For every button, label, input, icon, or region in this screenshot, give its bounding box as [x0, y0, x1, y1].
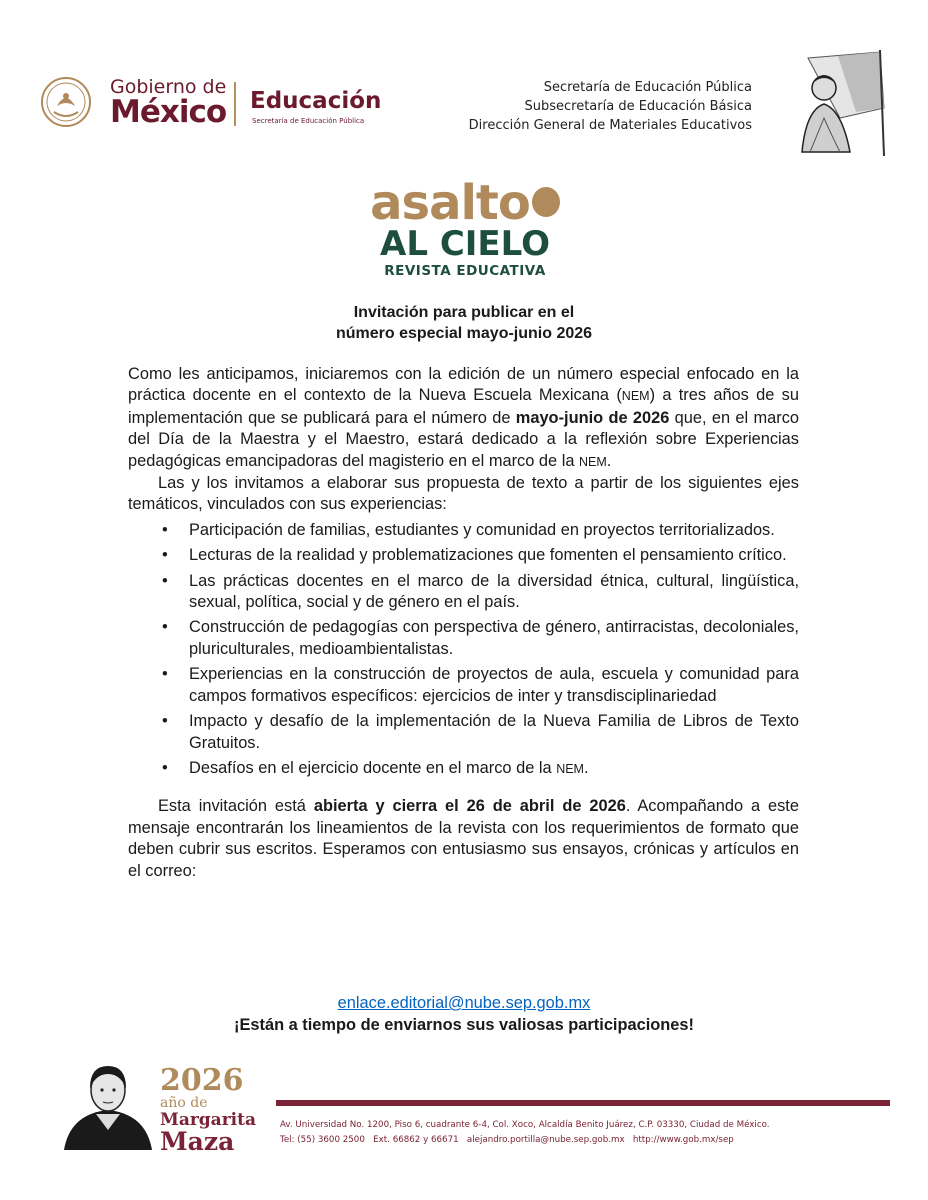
page-title — [130, 302, 798, 344]
year-name-first: Margarita — [160, 1110, 256, 1130]
closing-paragraph: Esta invitación está abierta y cierra el 26 de abril de 2026. Acompañando a este mensaje encontrarán los lineamientos de la revista con los requerimientos de formato que deben cubrir sus escritos. Esperamos con entusiasmo sus ensayos, crónicas y artículos en el correo: — [128, 797, 799, 880]
list-item: • Lecturas de la realidad y problematizaciones que fomenten el pensamiento crítico. — [162, 546, 787, 565]
footer-divider — [276, 1100, 890, 1106]
margarita-maza-portrait — [60, 1058, 156, 1150]
letter-body — [128, 364, 799, 882]
title-line2: número especial mayo-junio 2026 — [335, 325, 593, 342]
invitation-paragraph: Las y los invitamos a elaborar sus propuesta de texto a partir de los siguientes ejes temáticos, vinculados con sus experiencias: — [128, 474, 799, 514]
address-line: Av. Universidad No. 1200, Piso 6, cuadrante 6-4, Col. Xoco, Alcaldía Benito Juárez, C.P. 03330, Ciudad de México. — [280, 1120, 770, 1130]
year-of-label: año de — [160, 1095, 208, 1111]
education-subtitle: Secretaría de Educación Pública — [252, 117, 365, 125]
email-link[interactable]: enlace.editorial@nube.sep.gob.mx — [337, 994, 591, 1012]
asalto-al-cielo-masthead — [360, 175, 570, 280]
department-block — [469, 78, 752, 135]
gov-line2: México — [110, 94, 227, 130]
list-item: • Desafíos en el ejercicio docente en el marco de la NEM. — [162, 758, 589, 777]
dept-line: Dirección General de Materiales Educativos — [468, 118, 752, 133]
year-dedication — [160, 1063, 256, 1156]
intro-paragraph: Como les anticipamos, iniciaremos con la edición de un número especial enfocado en la práctica docente en el contexto de la Nueva Escuela Mexicana (NEM) a tres años de su implementación que se publicará para el número de mayo-junio de 2026 que, en el marco del Día de la Maestra y el Maestro, estará dedicado a la reflexión sobre Experiencias pedagógicas emancipadoras del magisterio en el marco de la NEM. — [128, 365, 800, 470]
masthead-line2: AL CIELO — [380, 224, 550, 264]
contact-line: Tel: (55) 3600 2500 Ext. 66862 y 66671 alejandro.portilla@nube.sep.gob.mx http://www.gob.mx/sep — [280, 1135, 734, 1145]
thematic-axes-list — [128, 520, 799, 780]
fist-icon — [532, 187, 560, 217]
list-item: • Impacto y desafío de la implementación de la Nueva Familia de Libros de Texto Gratuitos. — [162, 712, 799, 752]
title-line1: Invitación para publicar en el — [353, 304, 575, 321]
dept-line: Subsecretaría de Educación Básica — [524, 99, 752, 114]
list-item: • Participación de familias, estudiantes y comunidad en proyectos territorializados. — [162, 520, 775, 539]
closing-exclamation: ¡Están a tiempo de enviarnos sus valiosas participaciones! — [233, 1016, 694, 1034]
gov-line1: Gobierno de — [110, 76, 227, 98]
masthead-line1: asalto — [360, 180, 570, 226]
list-item: • Las prácticas docentes en el marco de la diversidad étnica, cultural, lingüística, sexual, política, social y de género en el país. — [162, 571, 799, 612]
gobierno-wordmark — [110, 76, 226, 130]
list-item: • Construcción de pedagogías con perspectiva de género, antirracistas, decoloniales, pluriculturales, medioambientalistas. — [162, 618, 799, 658]
logo-divider — [234, 82, 236, 126]
national-seal-icon — [40, 76, 92, 128]
education-wordmark: Educación — [250, 88, 382, 114]
heroine-flag-illustration — [780, 48, 890, 156]
year-name-last: Maza — [160, 1127, 235, 1156]
list-item: • Experiencias en la construcción de proyectos de aula, escuela y comunidad para campos formativos específicos: ejercicios de inter y transdisciplinariedad — [162, 665, 799, 705]
masthead-line3: REVISTA EDUCATIVA — [384, 263, 546, 279]
dept-line: Secretaría de Educación Pública — [543, 80, 752, 95]
contact-block — [130, 992, 798, 1036]
gobierno-mexico-logo — [40, 72, 400, 132]
footer-address — [280, 1118, 770, 1148]
year-number: 2026 — [160, 1063, 244, 1098]
